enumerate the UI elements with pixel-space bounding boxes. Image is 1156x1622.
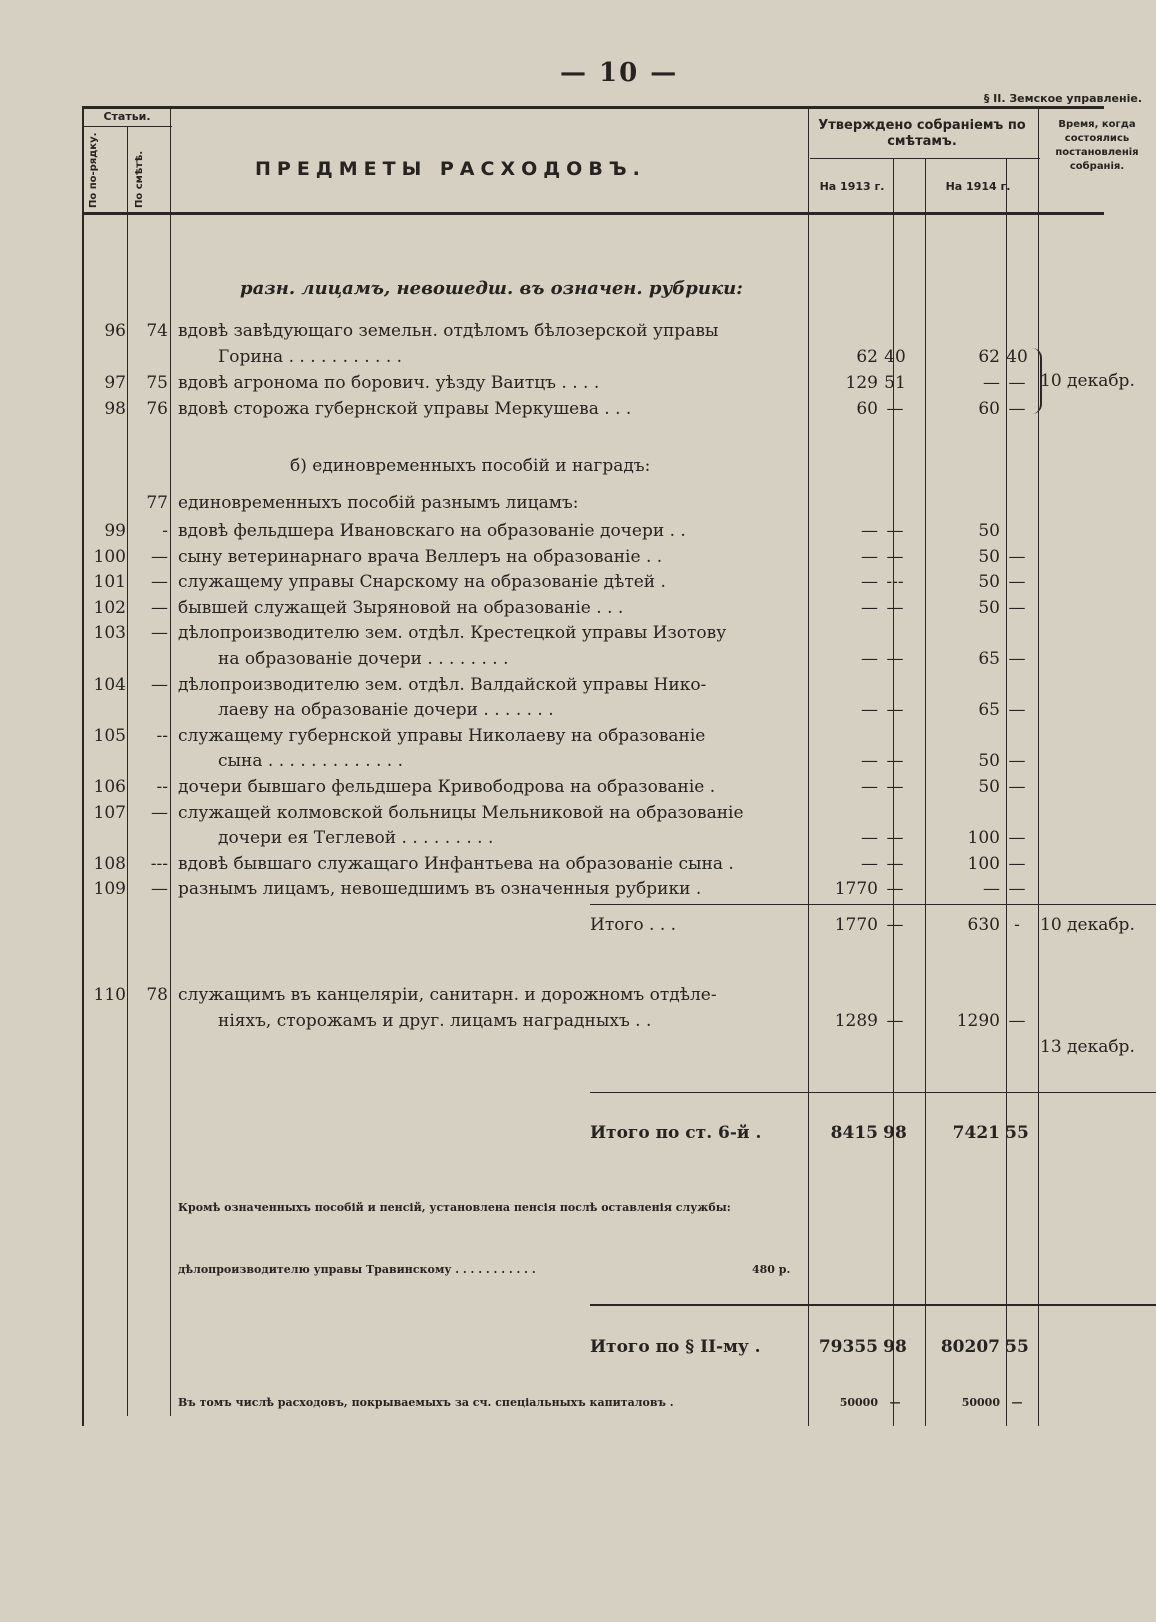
row-rub-1913: — bbox=[861, 828, 878, 849]
table-row bbox=[0, 569, 1156, 595]
row-text: дочери ея Теглевой . . . . . . . . . bbox=[218, 828, 494, 849]
row-text: служащему управы Снарскому на образованіе дѣтей . bbox=[178, 572, 666, 593]
row-text: на образованіе дочери . . . . . . . . bbox=[218, 649, 509, 669]
header-po-smete: По смѣтѣ. bbox=[134, 150, 145, 208]
itogo-b-k14: - bbox=[1014, 915, 1020, 935]
row-number: 101 bbox=[93, 572, 126, 593]
row-text: лаеву на образованіе дочери . . . . . . . bbox=[218, 700, 554, 721]
row-kop-1914: — bbox=[1008, 853, 1026, 874]
row-kop-1914: — bbox=[1008, 751, 1026, 772]
row-text: служащему губернской управы Николаеву на образованіе bbox=[178, 725, 706, 746]
row-smeta-number: — bbox=[151, 546, 168, 567]
row-kop-1914: — bbox=[1008, 572, 1026, 593]
row-text: бывшей служащей Зыряновой на образованіе . . . bbox=[178, 597, 624, 618]
row-rub-1913: — bbox=[861, 853, 878, 874]
row-rub-1914: — bbox=[983, 879, 1000, 900]
row-rub-1914: 50 bbox=[978, 572, 1000, 593]
row-rub-1914: 65 bbox=[978, 700, 1000, 721]
itogo-st6-r13: 8415 bbox=[830, 1123, 878, 1143]
table-row bbox=[0, 620, 1156, 646]
table-row bbox=[0, 697, 1156, 723]
row-rub-1913: 62 bbox=[856, 347, 878, 367]
header-po-poryadku: По по-рядку. bbox=[88, 132, 99, 208]
row-smeta-number: -- bbox=[156, 777, 168, 797]
itogo-b-label: Итого . . . bbox=[590, 915, 677, 935]
row-rub-1914: 50 bbox=[978, 597, 1000, 618]
row-text: сыну ветеринарнаго врача Веллеръ на образованіе . . bbox=[178, 546, 663, 567]
row-number: 110 bbox=[93, 985, 126, 1005]
row-rub-1914: 1290 bbox=[956, 1011, 1000, 1031]
time-c-row bbox=[0, 1034, 1156, 1060]
itogo-s2-k14: 55 bbox=[1005, 1337, 1029, 1357]
row-kop-1913: — bbox=[886, 1011, 904, 1031]
note-amount: 480 р. bbox=[752, 1263, 791, 1276]
row-number: 105 bbox=[93, 725, 126, 746]
row-rub-1913: — bbox=[861, 700, 878, 721]
header-vremya: Время, когда состоялись постановленія собранія. bbox=[1055, 119, 1139, 172]
row-rub-1914: 60 bbox=[978, 399, 1000, 419]
row-kop-1914: — bbox=[1008, 597, 1026, 618]
row-number: 106 bbox=[93, 777, 126, 797]
header-utverzhdeno: Утверждено собраніемъ по смѣтамъ. bbox=[818, 118, 1026, 149]
row-smeta-number: 75 bbox=[146, 373, 168, 393]
table-row bbox=[0, 518, 1156, 544]
row-number: 109 bbox=[93, 879, 126, 900]
row-text: вдовѣ завѣдующаго земельн. отдѣломъ бѣлозерской управы bbox=[178, 321, 719, 341]
note-line1: Кромѣ означенныхъ пособій и пенсій, установлена пенсія послѣ оставленія службы: bbox=[178, 1201, 731, 1214]
itogo-s2-rule bbox=[590, 1304, 1156, 1306]
row-number: 108 bbox=[93, 853, 126, 874]
table-row bbox=[0, 396, 1156, 422]
row-77 bbox=[0, 490, 1156, 516]
header-predmety: ПРЕДМЕТЫ РАСХОДОВЪ. bbox=[255, 158, 646, 180]
table-row bbox=[0, 851, 1156, 877]
row-rub-1914: 50 bbox=[978, 777, 1000, 797]
table-row bbox=[0, 825, 1156, 851]
row-text: дѣлопроизводителю зем. отдѣл. Крестецкой управы Изотову bbox=[178, 623, 727, 644]
row-kop-1914: — bbox=[1008, 649, 1026, 669]
row-rub-1913: 1770 bbox=[834, 879, 878, 900]
row-text: вдовѣ бывшаго служащаго Инфантьева на образованіе сына . bbox=[178, 853, 734, 874]
row-kop-1914: — bbox=[1008, 399, 1026, 419]
itogo-st6-row bbox=[0, 1120, 1156, 1146]
row-kop-1914: — bbox=[1008, 373, 1026, 393]
v-tom-chisle-k13: — bbox=[889, 1396, 901, 1409]
row-kop-1913: 40 bbox=[884, 347, 906, 367]
row-text: дочери бывшаго фельдшера Кривободрова на образованіе . bbox=[178, 777, 716, 797]
itogo-b-k13: — bbox=[886, 915, 904, 935]
itogo-st6-k13: 98 bbox=[883, 1123, 907, 1143]
v-tom-chisle-k14: — bbox=[1011, 1396, 1023, 1409]
v-tom-chisle-r13: 50000 bbox=[839, 1396, 878, 1409]
row-kop-1913: — bbox=[886, 879, 904, 900]
itogo-st6-label: Итого по ст. 6-й . bbox=[590, 1123, 762, 1143]
row-number: 102 bbox=[93, 597, 126, 618]
table-row bbox=[0, 646, 1156, 672]
row-rub-1914: 50 bbox=[978, 751, 1000, 772]
row-smeta-number: 78 bbox=[146, 985, 168, 1005]
row-smeta-number: — bbox=[151, 572, 168, 593]
row-rub-1914: 50 bbox=[978, 521, 1000, 541]
table-row bbox=[0, 672, 1156, 698]
row-kop-1913: — bbox=[886, 597, 904, 618]
row-number: 100 bbox=[93, 546, 126, 567]
row-77-st: 77 bbox=[146, 493, 168, 513]
row-text: разнымъ лицамъ, невошедшимъ въ означенныя рубрики . bbox=[178, 879, 702, 900]
row-rub-1914: — bbox=[983, 373, 1000, 393]
row-text: служащимъ въ канцеляріи, санитарн. и дорожномъ отдѣле- bbox=[178, 985, 717, 1005]
v-tom-chisle-label: Въ томъ числѣ расходовъ, покрываемыхъ за сч. спеціальныхъ капиталовъ . bbox=[178, 1396, 674, 1409]
row-rub-1913: 60 bbox=[856, 399, 878, 419]
table-row bbox=[0, 544, 1156, 570]
row-number: 107 bbox=[93, 802, 126, 823]
row-rub-1914: 65 bbox=[978, 649, 1000, 669]
table-row bbox=[0, 318, 1156, 344]
row-number: 99 bbox=[104, 521, 126, 541]
table-row bbox=[0, 748, 1156, 774]
time-a: 10 декабр. bbox=[1040, 371, 1135, 391]
row-rub-1914: 50 bbox=[978, 546, 1000, 567]
row-kop-1913: — bbox=[886, 649, 904, 669]
row-rub-1913: — bbox=[861, 572, 878, 593]
row-number: 103 bbox=[93, 623, 126, 644]
row-kop-1914: — bbox=[1008, 546, 1026, 567]
row-kop-1913: — bbox=[886, 546, 904, 567]
header-na-1913: На 1913 г. bbox=[819, 180, 885, 193]
row-kop-1913: — bbox=[886, 828, 904, 849]
row-text: вдовѣ агронома по борович. уѣзду Ваитцъ . . . . bbox=[178, 373, 600, 393]
row-rub-1913: — bbox=[861, 751, 878, 772]
row-number: 104 bbox=[93, 674, 126, 695]
table-row bbox=[0, 982, 1156, 1008]
row-text: вдовѣ фельдшера Ивановскаго на образованіе дочери . . bbox=[178, 521, 686, 541]
itogo-b-time: 10 декабр. bbox=[1040, 915, 1135, 935]
row-kop-1913: — bbox=[886, 521, 904, 541]
row-rub-1913: 1289 bbox=[834, 1011, 878, 1031]
row-smeta-number: — bbox=[151, 674, 168, 695]
v-tom-chisle-row bbox=[0, 1390, 1156, 1416]
row-smeta-number: 74 bbox=[146, 321, 168, 341]
row-text: сына . . . . . . . . . . . . . bbox=[218, 751, 404, 772]
row-kop-1914: — bbox=[1008, 828, 1026, 849]
row-kop-1914: — bbox=[1008, 879, 1026, 900]
row-rub-1914: 62 bbox=[978, 347, 1000, 367]
table-row bbox=[0, 876, 1156, 902]
row-kop-1913: — bbox=[886, 700, 904, 721]
page-number: — 10 — bbox=[560, 58, 679, 88]
table-row bbox=[0, 800, 1156, 826]
itogo-s2-r14: 80207 bbox=[940, 1337, 1000, 1357]
itogo-b-r14: 630 bbox=[967, 915, 1000, 935]
row-number: 96 bbox=[104, 321, 126, 341]
row-smeta-number: --- bbox=[150, 853, 168, 874]
itogo-b-row bbox=[0, 912, 1156, 938]
row-number: 97 bbox=[104, 373, 126, 393]
section-title: § II. Земское управленіе. bbox=[983, 92, 1142, 105]
note-line2: дѣлопроизводителю управы Травинскому . . . . . . . . . . . bbox=[178, 1263, 536, 1276]
row-rub-1914: 100 bbox=[967, 853, 1000, 874]
itogo-s2-k13: 98 bbox=[883, 1337, 907, 1357]
row-rub-1913: — bbox=[861, 597, 878, 618]
table-row bbox=[0, 723, 1156, 749]
itogo-b-rule bbox=[590, 904, 1156, 905]
section-b-heading: б) единовременныхъ пособій и наградъ: bbox=[290, 456, 651, 476]
row-smeta-number: — bbox=[151, 802, 168, 823]
row-rub-1913: 129 bbox=[845, 373, 878, 393]
itogo-s2-row bbox=[0, 1334, 1156, 1360]
row-rub-1913: — bbox=[861, 777, 878, 797]
row-text: вдовѣ сторожа губернской управы Меркушева . . . bbox=[178, 399, 632, 419]
itogo-st6-k14: 55 bbox=[1005, 1123, 1029, 1143]
row-text: ніяхъ, сторожамъ и друг. лицамъ наградныхъ . . bbox=[218, 1011, 652, 1031]
row-text: дѣлопроизводителю зем. отдѣл. Валдайской управы Нико- bbox=[178, 674, 707, 695]
header-top-rule bbox=[82, 106, 1104, 109]
itogo-b-r13: 1770 bbox=[834, 915, 878, 935]
row-number: 98 bbox=[104, 399, 126, 419]
row-text: служащей колмовской больницы Мельниковой на образованіе bbox=[178, 802, 744, 823]
row-kop-1913: — bbox=[886, 777, 904, 797]
row-kop-1914: — bbox=[1008, 1011, 1026, 1031]
header-stati: Статьи. bbox=[103, 110, 151, 123]
row-rub-1914: 100 bbox=[967, 828, 1000, 849]
row-kop-1914: — bbox=[1008, 700, 1026, 721]
itogo-s2-label: Итого по § II-му . bbox=[590, 1337, 761, 1357]
table-row bbox=[0, 1008, 1156, 1034]
row-text: Горина . . . . . . . . . . . bbox=[218, 347, 403, 367]
row-smeta-number: — bbox=[151, 623, 168, 644]
row-kop-1913: — bbox=[886, 399, 904, 419]
row-rub-1913: — bbox=[861, 521, 878, 541]
header-bottom-rule bbox=[82, 212, 1104, 215]
row-rub-1913: — bbox=[861, 649, 878, 669]
row-smeta-number: - bbox=[162, 521, 168, 541]
row-kop-1913: — bbox=[886, 853, 904, 874]
itogo-st6-rule bbox=[590, 1092, 1156, 1093]
time-c: 13 декабр. bbox=[1040, 1037, 1135, 1057]
row-kop-1913: 51 bbox=[884, 373, 906, 393]
table-row bbox=[0, 344, 1156, 370]
header-na-1914: На 1914 г. bbox=[945, 180, 1011, 193]
row-rub-1913: — bbox=[861, 546, 878, 567]
time-a-row bbox=[0, 368, 1156, 394]
row-smeta-number: 76 bbox=[146, 399, 168, 419]
row-77-text: единовременныхъ пособій разнымъ лицамъ: bbox=[178, 493, 579, 513]
row-smeta-number: — bbox=[151, 597, 168, 618]
row-kop-1914: 40 bbox=[1006, 347, 1028, 367]
row-smeta-number: -- bbox=[156, 725, 168, 746]
v-tom-chisle-r14: 50000 bbox=[961, 1396, 1000, 1409]
row-smeta-number: — bbox=[151, 879, 168, 900]
row-kop-1913: --- bbox=[886, 572, 904, 593]
row-kop-1914: — bbox=[1008, 777, 1026, 797]
table-row bbox=[0, 595, 1156, 621]
table-row bbox=[0, 774, 1156, 800]
row-kop-1913: — bbox=[886, 751, 904, 772]
subheading-a: разн. лицамъ, невошедш. въ означен. рубрики: bbox=[240, 278, 743, 299]
itogo-st6-r14: 7421 bbox=[952, 1123, 1000, 1143]
itogo-s2-r13: 79355 bbox=[818, 1337, 878, 1357]
